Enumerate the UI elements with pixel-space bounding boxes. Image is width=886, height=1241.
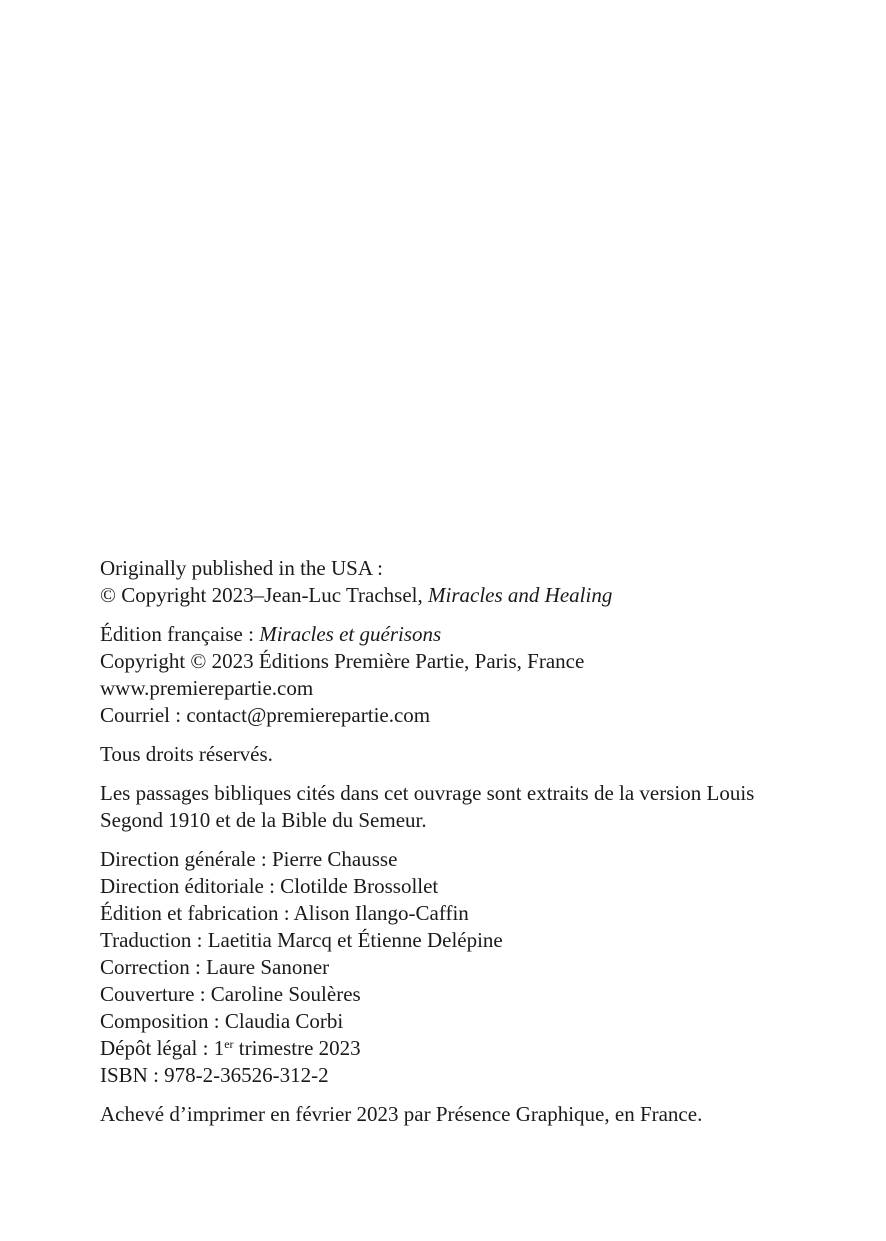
credit-line: Composition : Claudia Corbi (100, 1009, 344, 1033)
credit-line: Traduction : Laetitia Marcq et Étienne Delépine (100, 928, 503, 952)
email-address: contact@premierepartie.com (186, 703, 431, 727)
french-edition-title: Miracles et guérisons (259, 622, 442, 646)
credit-line: Correction : Laure Sanoner (100, 955, 330, 979)
rights-block (100, 741, 800, 768)
credit-line: Direction éditoriale : Clotilde Brossollet (100, 874, 439, 898)
bible-note: Les passages bibliques cités dans cet ouvrage sont extraits de la version Louis Segond 1910 et de la Bible du Semeur. (100, 781, 755, 832)
isbn-line: ISBN : 978-2-36526-312-2 (100, 1063, 329, 1087)
publisher-email-line (100, 702, 800, 729)
original-publication-block (100, 555, 800, 609)
french-edition-block (100, 621, 800, 729)
email-label: Courriel : (100, 703, 187, 727)
french-edition-line (100, 621, 800, 648)
rights-reserved: Tous droits réservés. (100, 742, 273, 766)
legal-deposit-superscript: er (224, 1037, 234, 1051)
colophon (100, 555, 800, 1140)
french-edition-label: Édition française : (100, 622, 260, 646)
original-copyright-line (100, 582, 800, 609)
credits-block (100, 846, 800, 1089)
legal-deposit-suffix: trimestre 2023 (233, 1036, 361, 1060)
bible-note-block (100, 780, 800, 834)
credit-line: Couverture : Caroline Soulères (100, 982, 361, 1006)
credit-line: Direction générale : Pierre Chausse (100, 847, 398, 871)
original-copyright-text: © Copyright 2023–Jean-Luc Trachsel, (100, 583, 429, 607)
credit-line: Édition et fabrication : Alison Ilango-Caffin (100, 901, 469, 925)
original-title: Miracles and Healing (428, 583, 613, 607)
original-publication-line: Originally published in the USA : (100, 556, 383, 580)
french-copyright-line: Copyright © 2023 Éditions Première Partie, Paris, France (100, 649, 585, 673)
legal-deposit-line (100, 1035, 800, 1062)
publisher-website: www.premierepartie.com (100, 676, 314, 700)
printing-note: Achevé d’imprimer en février 2023 par Présence Graphique, en France. (100, 1102, 703, 1126)
printing-block (100, 1101, 800, 1128)
legal-deposit-prefix: Dépôt légal : 1 (100, 1036, 225, 1060)
